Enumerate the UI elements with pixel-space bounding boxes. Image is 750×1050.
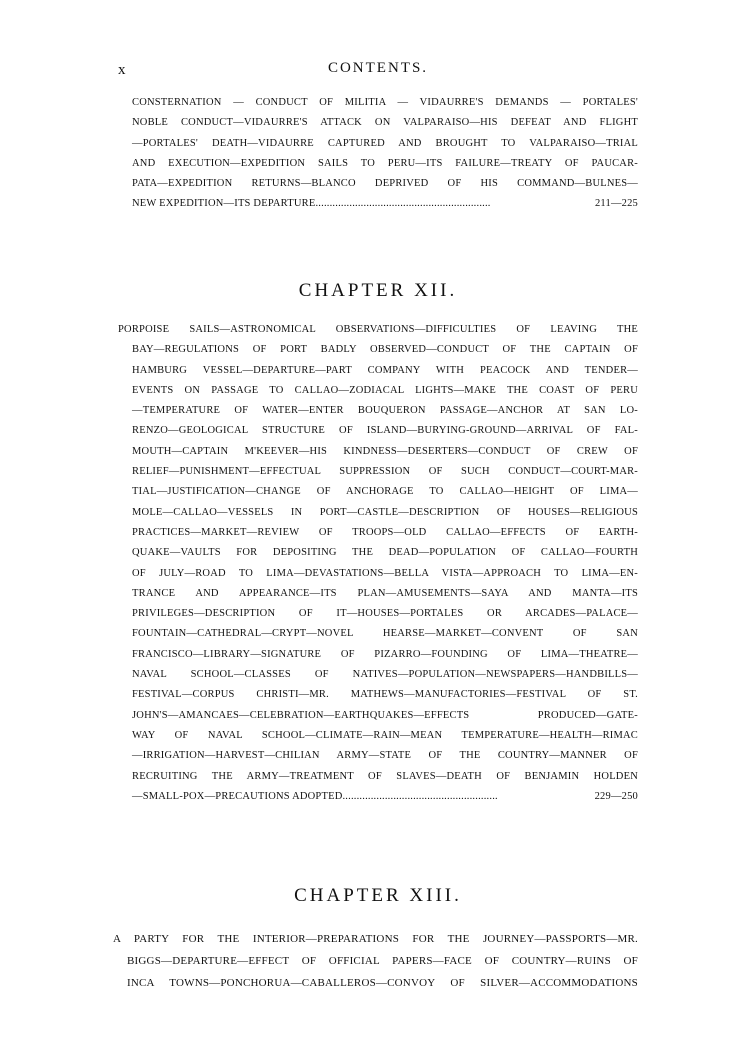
chapter-title: CHAPTER XII. — [298, 280, 458, 301]
summary-line: AND EXECUTION—EXPEDITION SAILS TO PERU—ITS FAILURE—TREATY OF PAUCAR- — [132, 157, 638, 169]
summary-line: —TEMPERATURE OF WATER—ENTER BOUQUERON PASSAGE—ANCHOR AT SAN LO- — [132, 405, 638, 417]
chapter11-summary — [132, 93, 638, 215]
summary-line: PRIVILEGES—DESCRIPTION OF IT—HOUSES—PORTALES OR ARCADES—PALACE— — [132, 608, 638, 620]
summary-line: INCA TOWNS—PONCHORUA—CABALLEROS—CONVOY OF SILVER—ACCOMMODATIONS — [127, 977, 638, 989]
summary-line: FESTIVAL—CORPUS CHRISTI—MR. MATHEWS—MANUFACTORIES—FESTIVAL OF ST. — [132, 689, 638, 701]
page-range: 211—225 — [594, 198, 638, 210]
summary-line: HAMBURG VESSEL—DEPARTURE—PART COMPANY WITH PEACOCK AND TENDER— — [132, 364, 638, 376]
page-number: x — [118, 62, 126, 78]
chapter13-summary — [113, 928, 638, 994]
summary-line-text: —SMALL-POX—PRECAUTIONS ADOPTED....................................................... — [132, 790, 498, 802]
summary-line: OF JULY—ROAD TO LIMA—DEVASTATIONS—BELLA VISTA—APPROACH TO LIMA—EN- — [132, 567, 638, 579]
summary-line: NAVAL SCHOOL—CLASSES OF NATIVES—POPULATION—NEWSPAPERS—HANDBILLS— — [132, 669, 638, 681]
summary-line: PRACTICES—MARKET—REVIEW OF TROOPS—OLD CALLAO—EFFECTS OF EARTH- — [132, 526, 638, 538]
summary-line: RECRUITING THE ARMY—TREATMENT OF SLAVES—DEATH OF BENJAMIN HOLDEN — [132, 770, 638, 782]
summary-line: FOUNTAIN—CATHEDRAL—CRYPT—NOVEL HEARSE—MARKET—CONVENT OF SAN — [132, 628, 638, 640]
summary-line: WAY OF NAVAL SCHOOL—CLIMATE—RAIN—MEAN TEMPERATURE—HEALTH—RIMAC — [132, 729, 638, 741]
summary-line: —PORTALES' DEATH—VIDAURRE CAPTURED AND BROUGHT TO VALPARAISO—TRIAL — [132, 137, 638, 149]
summary-line: TIAL—JUSTIFICATION—CHANGE OF ANCHORAGE TO CALLAO—HEIGHT OF LIMA— — [132, 486, 638, 498]
summary-line: MOUTH—CAPTAIN M'KEEVER—HIS KINDNESS—DESERTERS—CONDUCT OF CREW OF — [132, 445, 638, 457]
summary-line: FRANCISCO—LIBRARY—SIGNATURE OF PIZARRO—FOUNDING OF LIMA—THEATRE— — [132, 648, 638, 660]
summary-line: PATA—EXPEDITION RETURNS—BLANCO DEPRIVED OF HIS COMMAND—BULNES— — [132, 178, 638, 190]
summary-line-text: NEW EXPEDITION—ITS DEPARTURE.............................................................. — [132, 198, 491, 210]
page-range: 229—250 — [594, 790, 638, 802]
summary-line: EVENTS ON PASSAGE TO CALLAO—ZODIACAL LIGHTS—MAKE THE COAST OF PERU — [132, 384, 638, 396]
summary-line: PORPOISE SAILS—ASTRONOMICAL OBSERVATIONS—DIFFICULTIES OF LEAVING THE — [118, 324, 638, 335]
summary-line: —IRRIGATION—HARVEST—CHILIAN ARMY—STATE OF THE COUNTRY—MANNER OF — [132, 750, 638, 762]
page-header — [118, 60, 638, 82]
summary-line: QUAKE—VAULTS FOR DEPOSITING THE DEAD—POPULATION OF CALLAO—FOURTH — [132, 547, 638, 559]
summary-line: MOLE—CALLAO—VESSELS IN PORT—CASTLE—DESCRIPTION OF HOUSES—RELIGIOUS — [132, 506, 638, 518]
summary-line: BAY—REGULATIONS OF PORT BADLY OBSERVED—CONDUCT OF THE CAPTAIN OF — [132, 344, 638, 356]
summary-line: A PARTY FOR THE INTERIOR—PREPARATIONS FOR THE JOURNEY—PASSPORTS—MR. — [113, 933, 638, 945]
summary-line: CONSTERNATION — CONDUCT OF MILITIA — VIDAURRE'S DEMANDS — PORTALES' — [132, 97, 638, 108]
summary-line: BIGGS—DEPARTURE—EFFECT OF OFFICIAL PAPERS—FACE OF COUNTRY—RUINS OF — [127, 955, 638, 967]
summary-line: RELIEF—PUNISHMENT—EFFECTUAL SUPPRESSION OF SUCH CONDUCT—COURT-MAR- — [132, 466, 638, 478]
summary-line-last — [118, 787, 638, 807]
summary-line: RENZO—GEOLOGICAL STRUCTURE OF ISLAND—BURYING-GROUND—ARRIVAL OF FAL- — [132, 425, 638, 437]
summary-line: NOBLE CONDUCT—VIDAURRE'S ATTACK ON VALPARAISO—HIS DEFEAT AND FLIGHT — [132, 117, 638, 129]
chapter12-summary — [118, 320, 638, 807]
chapter-title: CHAPTER XIII. — [294, 885, 462, 906]
running-title: CONTENTS. — [327, 60, 429, 76]
summary-line: JOHN'S—AMANCAES—CELEBRATION—EARTHQUAKES—EFFECTS PRODUCED—GATE- — [132, 709, 638, 721]
summary-line: TRANCE AND APPEARANCE—ITS PLAN—AMUSEMENTS—SAYA AND MANTA—ITS — [132, 587, 638, 599]
summary-line-last — [132, 194, 638, 214]
